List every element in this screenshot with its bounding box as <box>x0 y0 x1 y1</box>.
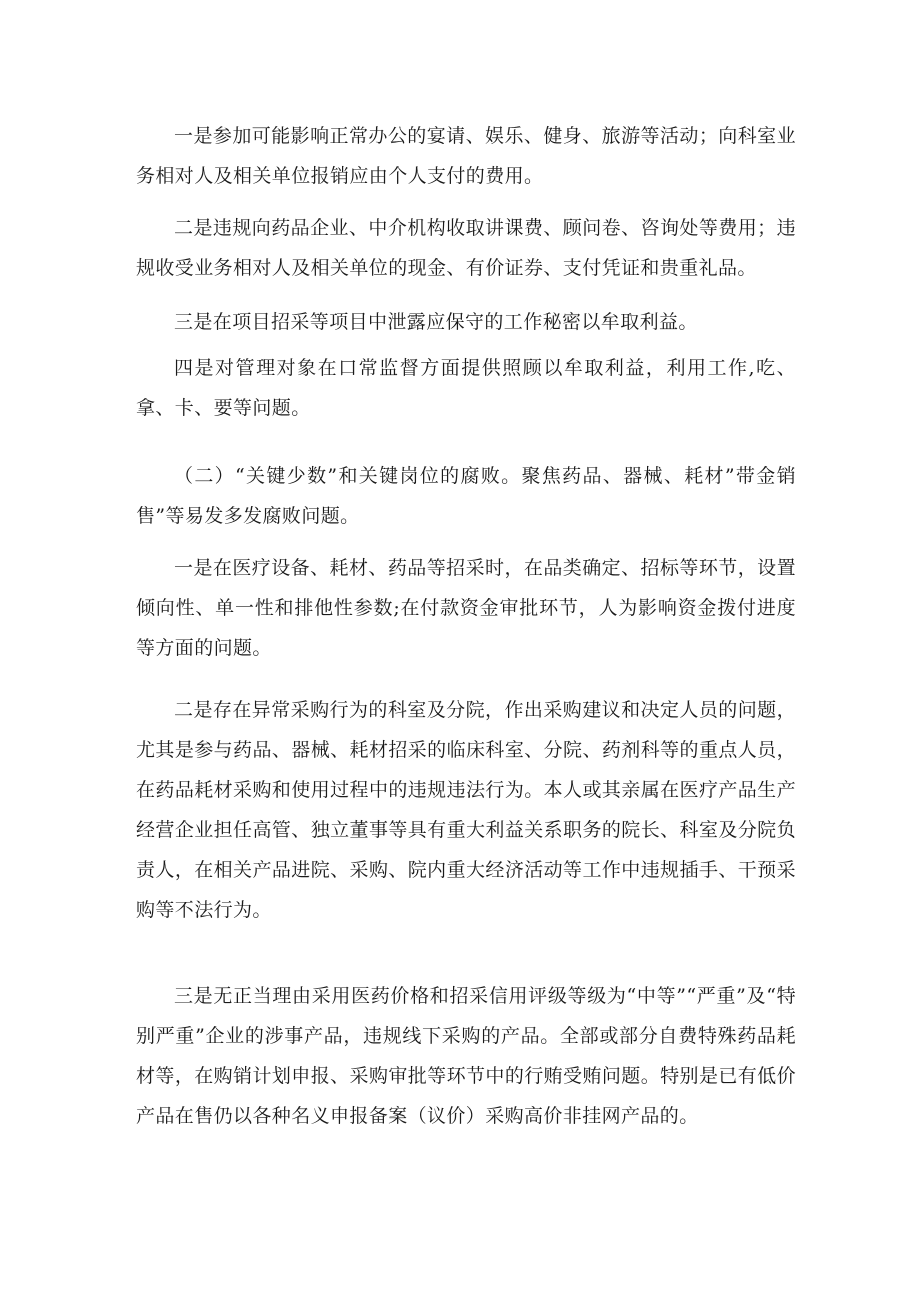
paragraph-4: 四是对管理对象在口常监督方面提供照顾以牟取利益，利用工作,吃、拿、卡、要等问题。 <box>136 357 796 419</box>
paragraph-3: 三是在项目招采等项目中泄露应保守的工作秘密以牟取利益。 <box>174 311 698 333</box>
paragraph-6: 一是在医疗设备、耗材、药品等招采时，在品类确定、招标等环节，设置倾向性、单一性和排他性参数;在付款资金审批环节，人为影响资金拨付进度等方面的问题。 <box>136 557 796 659</box>
paragraph-2: 二是违规向药品企业、中介机构收取讲课费、顾问卷、咨询处等费用；违规收受业务相对人及相关单位的现金、有价证券、支付凭证和贵重礼品。 <box>136 217 796 279</box>
paragraph-7: 二是存在异常采购行为的科室及分院，作出采购建议和决定人员的问题，尤其是参与药品、器械、耗材招采的临床科室、分院、药剂科等的重点人员，在药品耗材采购和使用过程中的违规违法行为。本人或其亲属在医疗产品生产经营企业担任高管、独立董事等具有重大利益关系职务的院长、科室及分院负责人，在相关产品进院、采购、院内重大经济活动等工作中违规插手、干预采购等不法行为。 <box>136 699 796 921</box>
paragraph-1: 一是参加可能影响正常办公的宴请、娱乐、健身、旅游等活动；向科室业务相对人及相关单位报销应由个人支付的费用。 <box>136 125 796 187</box>
section-heading-paragraph: （二）“关键少数”和关键岗位的腐败。聚焦药品、器械、耗材”带金销售”等易发多发腐败问题。 <box>136 465 796 527</box>
paragraph-8: 三是无正当理由采用医药价格和招采信用评级等级为“中等”“严重”及“特别严重”企业的涉事产品，违规线下采购的产品。全部或部分自费特殊药品耗材等，在购销计划申报、采购审批等环节中的行贿受贿问题。特别是已有低价产品在售仍以各种名义申报备案（议价）采购高价非挂网产品的。 <box>136 985 796 1127</box>
